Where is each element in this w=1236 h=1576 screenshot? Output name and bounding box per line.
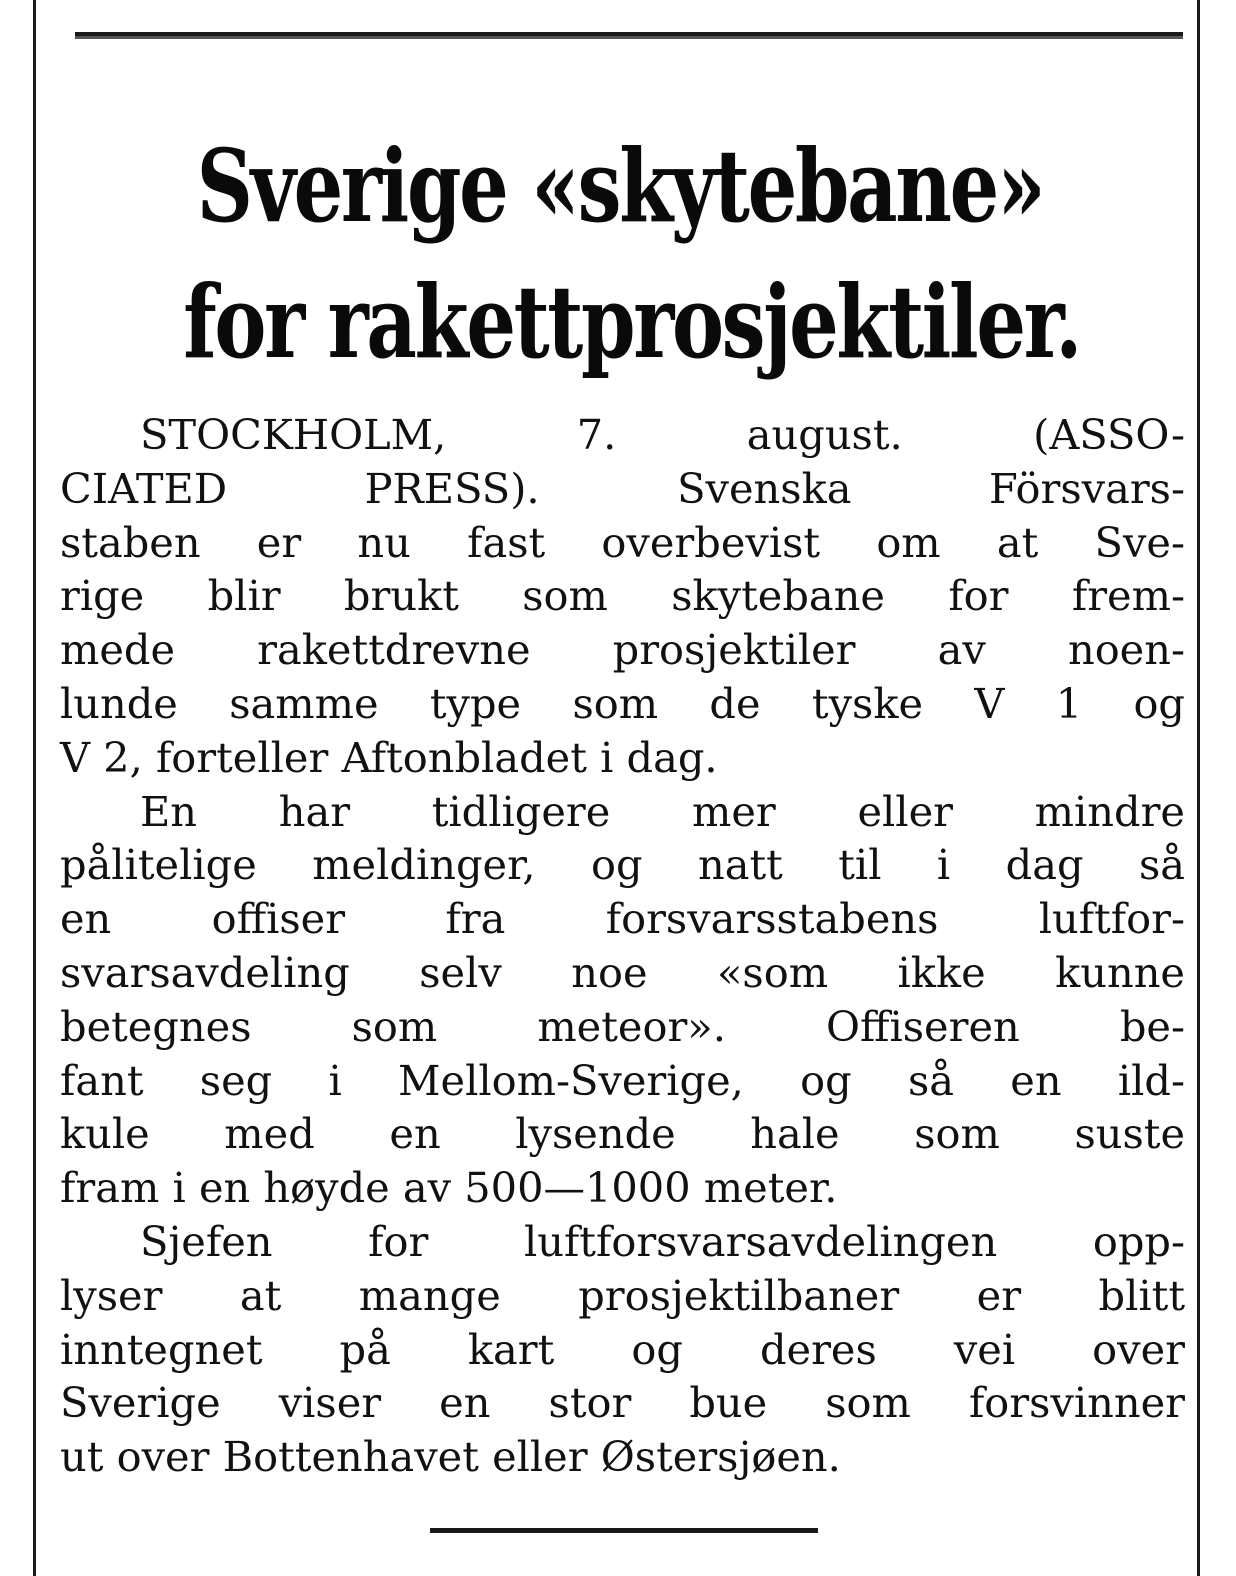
text-line: lunde samme type som de tyske V 1 og xyxy=(60,678,1185,728)
text-line: betegnes som meteor». Offiseren be- xyxy=(60,1001,1185,1051)
bottom-rule xyxy=(430,1528,818,1533)
text-line: rige blir brukt som skytebane for frem- xyxy=(60,571,1185,621)
right-column-rule xyxy=(1197,0,1200,1576)
text-line: V 2, forteller Aftonbladet i dag. xyxy=(60,732,718,782)
text-line: STOCKHOLM, 7. august. (ASSO- xyxy=(140,410,1185,459)
article-body xyxy=(60,408,1185,1484)
text-line: inntegnet på kart og deres vei over xyxy=(60,1324,1185,1374)
text-line: pålitelige meldinger, og natt til i dag så xyxy=(60,840,1185,890)
headline-line-1: Sverige «skytebane» xyxy=(196,127,1044,245)
text-line: kule med en lysende hale som suste xyxy=(60,1109,1185,1159)
headline xyxy=(183,118,1081,390)
text-line: fram i en høyde av 500—1000 meter. xyxy=(60,1163,838,1213)
paragraph-3 xyxy=(60,1215,1185,1484)
text-line: Sverige viser en stor bue som forsvinner xyxy=(60,1378,1185,1428)
text-line: en offiser fra forsvarsstabens luftfor- xyxy=(60,894,1185,944)
paragraph-1 xyxy=(60,408,1185,785)
text-line: staben er nu fast overbevist om at Sve- xyxy=(60,517,1185,567)
text-line: fant seg i Mellom-Sverige, og så en ild- xyxy=(60,1055,1185,1105)
left-column-rule xyxy=(33,0,36,1576)
text-line: ut over Bottenhavet eller Østersjøen. xyxy=(60,1432,841,1482)
headline-line-2: for rakettprosjektiler. xyxy=(183,263,1081,381)
text-line: svarsavdeling selv noe «som ikke kunne xyxy=(60,947,1185,997)
text-line: CIATED PRESS). Svenska Försvars- xyxy=(60,463,1185,513)
text-line: lyser at mange prosjektilbaner er blitt xyxy=(60,1270,1185,1320)
text-line: mede rakettdrevne prosjektiler av noen- xyxy=(60,625,1185,675)
text-line: En har tidligere mer eller mindre xyxy=(140,786,1185,836)
top-rule xyxy=(75,32,1183,39)
text-line: Sjefen for luftforsvarsavdelingen opp- xyxy=(140,1216,1185,1266)
paragraph-2 xyxy=(60,785,1185,1215)
